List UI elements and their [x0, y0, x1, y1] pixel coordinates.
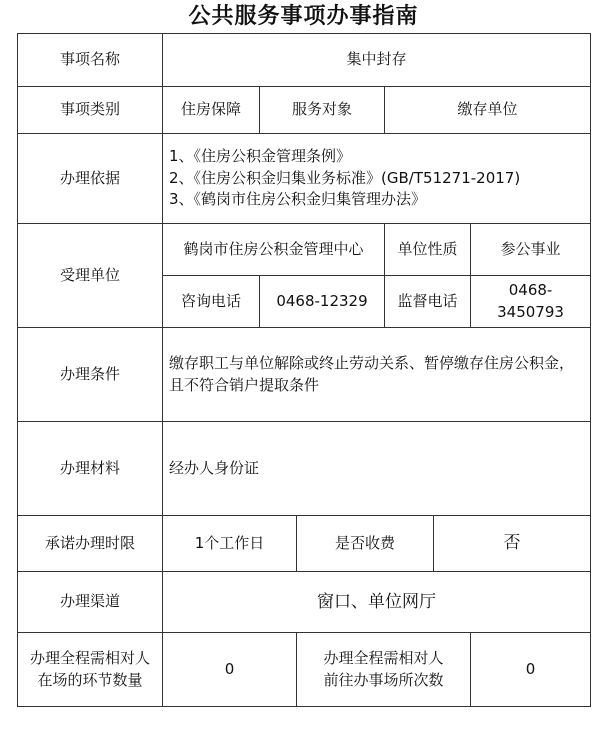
presence-steps-label-line: 在场的环节数量	[37, 670, 143, 689]
service-target-value: 缴存单位	[385, 87, 591, 134]
table-row	[18, 516, 591, 572]
table-row	[18, 422, 591, 516]
presence-steps-label-line: 办理全程需相对人	[29, 648, 150, 667]
basis-line: 2、《住房公积金归集业务标准》(GB/T51271-2017)	[169, 168, 521, 187]
channel-label: 办理渠道	[18, 572, 163, 633]
presence-steps-value: 0	[163, 633, 297, 707]
item-name-value: 集中封存	[163, 34, 591, 87]
visit-count-label	[297, 633, 471, 707]
basis-label: 办理依据	[18, 134, 163, 224]
supervise-phone-label: 监督电话	[385, 276, 471, 328]
accepting-unit-label: 受理单位	[18, 224, 163, 328]
page-title: 公共服务事项办事指南	[188, 3, 419, 29]
conditions-value: 缴存职工与单位解除或终止劳动关系、暂停缴存住房公积金，且不符合销户提取条件	[163, 328, 591, 422]
table-row	[18, 224, 591, 276]
time-limit-label: 承诺办理时限	[18, 516, 163, 572]
unit-nature-value: 参公事业	[471, 224, 591, 276]
presence-steps-label	[18, 633, 163, 707]
accepting-unit-name: 鹤岗市住房公积金管理中心	[163, 224, 385, 276]
visit-count-label-line: 办理全程需相对人	[323, 648, 444, 667]
basis-line: 1、《住房公积金管理条例》	[169, 146, 352, 165]
unit-nature-label: 单位性质	[385, 224, 471, 276]
service-target-label: 服务对象	[260, 87, 385, 134]
table-row	[18, 633, 591, 707]
item-category-label: 事项类别	[18, 87, 163, 134]
basis-value	[163, 134, 591, 224]
basis-line: 3、《鹤岗市住房公积金归集管理办法》	[169, 190, 427, 209]
consult-phone-value: 0468-12329	[260, 276, 385, 328]
visit-count-label-line: 前往办事场所次数	[323, 670, 444, 689]
table-row	[18, 87, 591, 134]
guide-table	[17, 33, 591, 707]
materials-value: 经办人身份证	[163, 422, 591, 516]
item-name-label: 事项名称	[18, 34, 163, 87]
time-limit-value: 1个工作日	[163, 516, 297, 572]
consult-phone-label: 咨询电话	[163, 276, 260, 328]
item-category-value: 住房保障	[163, 87, 260, 134]
materials-label: 办理材料	[18, 422, 163, 516]
table-row	[18, 328, 591, 422]
channel-value: 窗口、单位网厅	[163, 572, 591, 633]
fee-value: 否	[434, 516, 591, 572]
conditions-label: 办理条件	[18, 328, 163, 422]
table-row	[18, 34, 591, 87]
supervise-phone-value: 0468-3450793	[471, 276, 591, 328]
table-row	[18, 572, 591, 633]
table-row	[18, 134, 591, 224]
visit-count-value: 0	[471, 633, 591, 707]
fee-label: 是否收费	[297, 516, 434, 572]
